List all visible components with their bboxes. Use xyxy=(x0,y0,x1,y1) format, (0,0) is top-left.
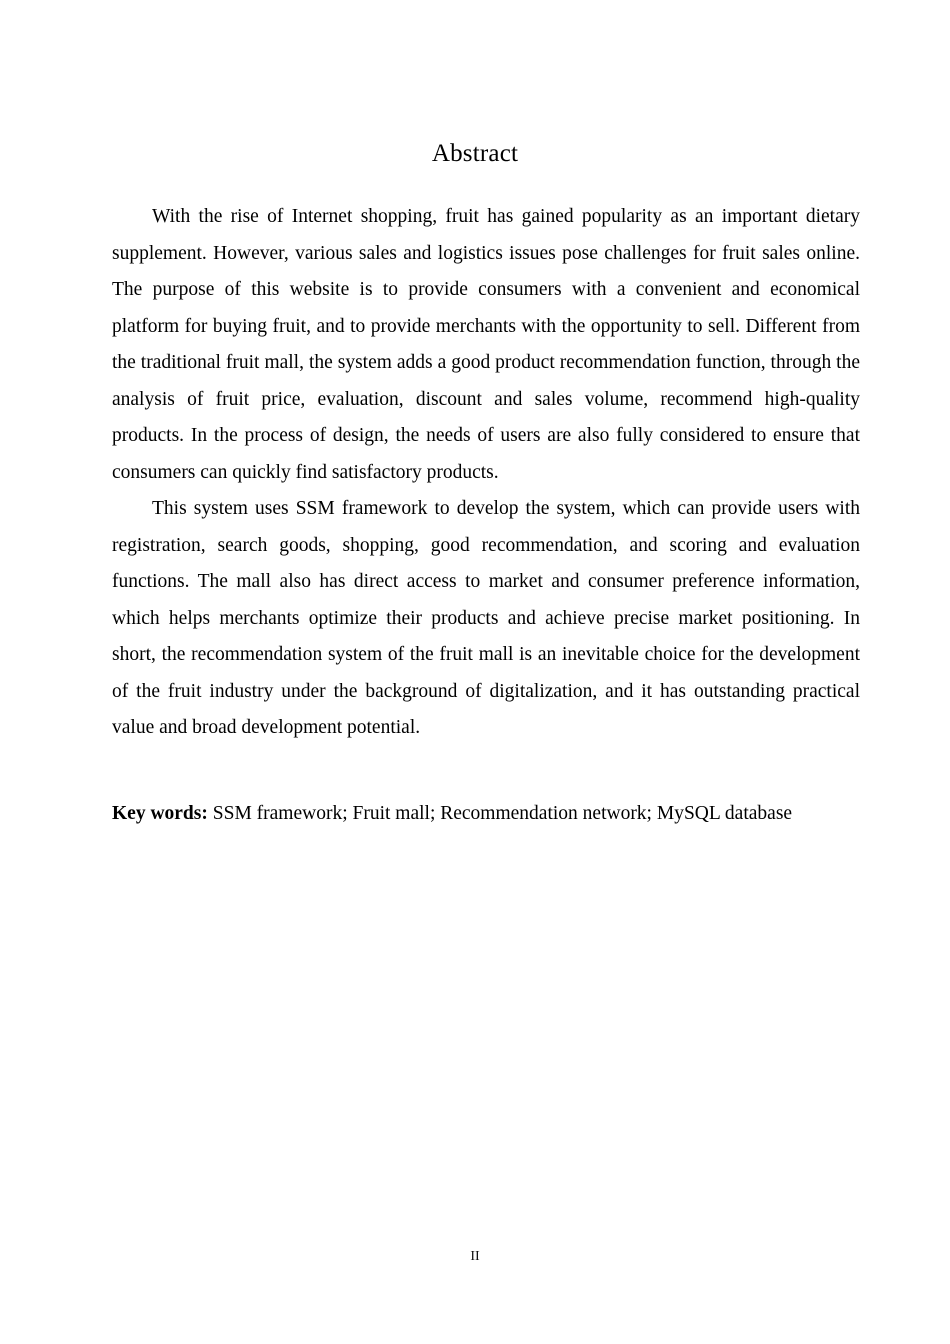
abstract-body xyxy=(112,199,860,747)
keywords-value: SSM framework; Fruit mall; Recommendation network; MySQL database xyxy=(207,803,793,824)
keywords-label: Key words: xyxy=(112,803,208,824)
keywords-line xyxy=(112,800,860,828)
abstract-paragraph-1: With the rise of Internet shopping, fruit has gained popularity as an important dietary supplement. However, various sales and logistics issues pose challenges for fruit sales online. The purpose of this website is to provide consumers with a convenient and economical platform for buying fruit, and to provide merchants with the opportunity to sell. Different from the traditional fruit mall, the system adds a good product recommendation function, through the analysis of fruit price, evaluation, discount and sales volume, recommend high-quality products. In the process of design, the needs of users are also fully considered to ensure that consumers can quickly find satisfactory products. xyxy=(112,206,860,483)
abstract-paragraph-2: This system uses SSM framework to develop the system, which can provide users with registration, search goods, shopping, good recommendation, and scoring and evaluation functions. The mall also has direct access to market and consumer preference information, which helps merchants optimize their products and achieve precise market positioning. In short, the recommendation system of the fruit mall is an inevitable choice for the development of the fruit industry under the background of digitalization, and it has outstanding practical value and broad development potential. xyxy=(112,498,860,738)
page-title: Abstract xyxy=(431,139,519,167)
page-number-footer: II xyxy=(470,1249,480,1264)
